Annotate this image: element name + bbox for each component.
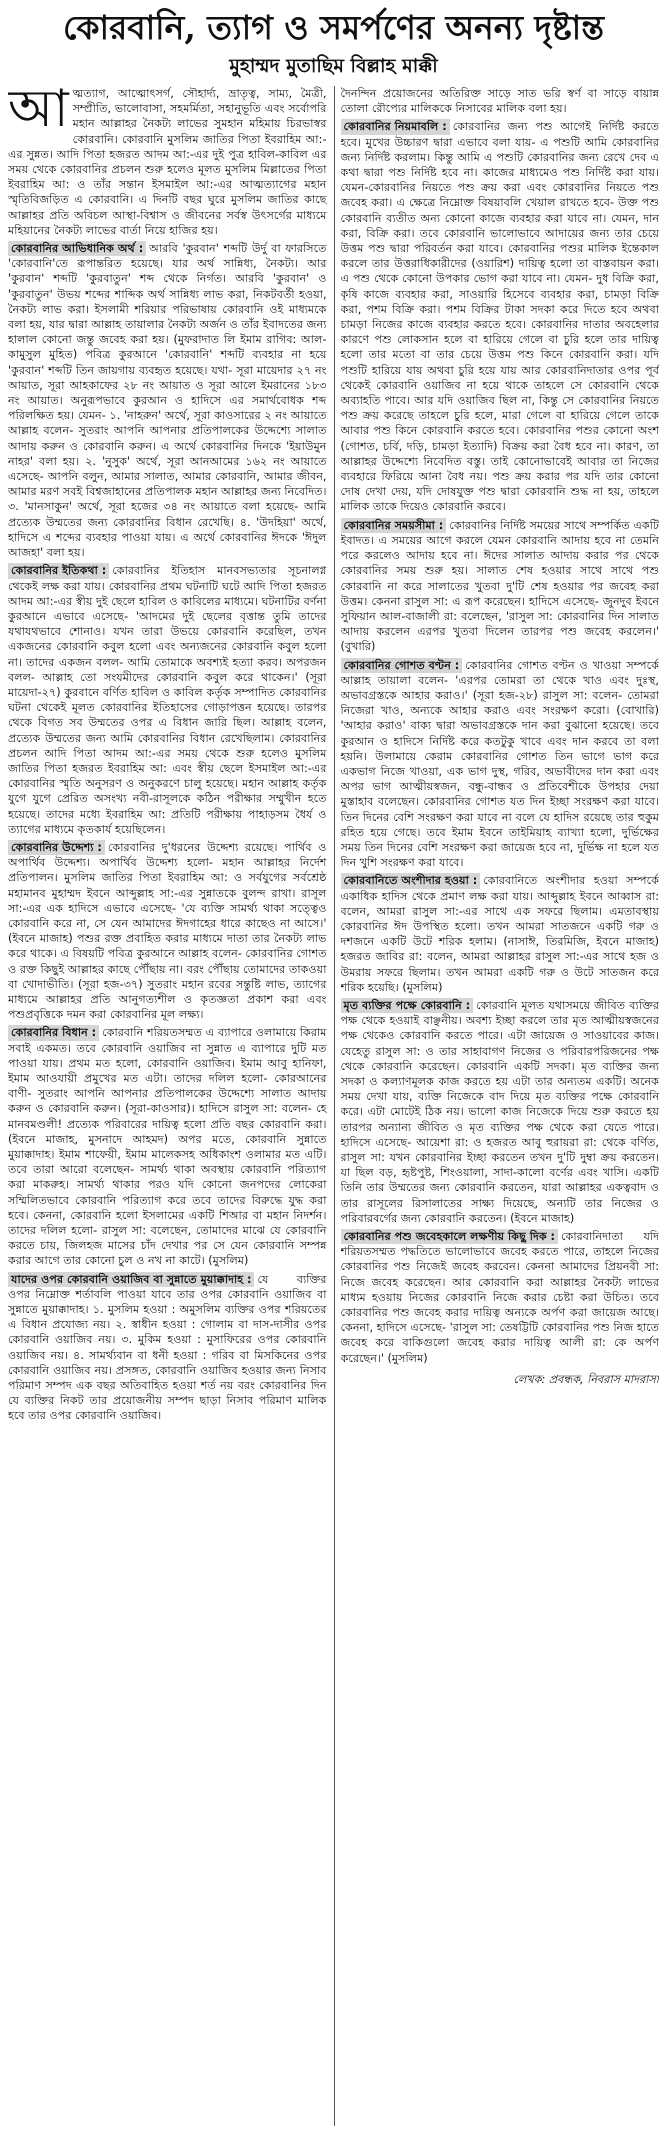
section-heading: কোরবানিতে অংশীদার হওয়া : (341, 873, 481, 888)
article-section (341, 658, 660, 871)
article-section (8, 840, 327, 1022)
drop-cap: আ (8, 86, 69, 139)
article-columns (8, 86, 659, 2126)
article-section (8, 563, 327, 837)
section-heading: কোরবানির সময়সীমা : (341, 518, 447, 533)
section-heading: কোরবানির গোশত বণ্টন : (341, 658, 463, 673)
section-body: কোরবানির নির্দিষ্ট সময়ের সাথে সম্পর্কিত একটি ইবাদত। এ সময়ের আগে করলে যেমন কোরবানি আদায় হবে না তেমনি পরে করলেও আদায় হবে না। ঈদের সালাত আদায় করার পর থেকে কোরবানির সময় শুরু হয়। সালাত শেষ হওয়ার সাথে সাথে পশু কোরবানি না করে সালাতের খুতবা দু'টি শেষ হওয়ার পর জবেহ করা উত্তম। কেননা রাসুল সা: এ রূপ করেছেন। হাদিসে এসেছে- জুনদুব ইবনে সুফিয়ান আল-বাজালী রা: বলেছেন, 'রাসুল সা: কোরবানির দিন সালাত আদায় করলেন এরপর খুতবা দিলেন তারপর পশু জবেহ করলেন।' (বুখারি) (340, 518, 659, 654)
article-section (8, 241, 327, 560)
section-body: দৈনন্দিন প্রয়োজনের অতিরিক্ত সাড়ে সাত ভরি স্বর্ণ বা সাড়ে বায়ান্ন তোলা রৌপ্যের মালিককে নিসাবের মালিক বলা হয়। (340, 87, 659, 116)
article-section (341, 518, 660, 655)
right-column (341, 86, 660, 2126)
section-heading: কোরবানির পশু জবেহকালে লক্ষণীয় কিছু দিক : (341, 1229, 559, 1244)
article-section (341, 86, 660, 116)
intro-paragraph (8, 86, 327, 238)
section-body: কোরবানির দু'ধরনের উদ্দেশ্য রয়েছে। পার্থিব ও অপার্থিব উদ্দেশ্য। অপার্থিব উদ্দেশ্য হলো- মহান আল্লাহর নির্দেশ প্রতিপালন। মুসলিম জাতির পিতা ইবরাহিম আ: ও সর্বযুগের সর্বশ্রেষ্ঠ মহামানব মুহাম্মদ ইবনে আব্দুল্লাহ সা:-এর সুন্নাতকে বুলন্দ রাখা। রাসূল সা:-এর এক হাদিসে এভাবে এসেছে- 'যে ব্যক্তি সামর্থ্য থাকা সত্ত্বেও কোরবানি করে না, সে যেন আমাদের ঈদগাহের ধারে কাছেও না আসে।' (ইবনে মাজাহ) পশুর রক্ত প্রবাহিত করার মাধ্যমে দাতা তার নৈকট্য লাভ করে থাকে। এ বিষয়টি পবিত্র কুরআনে আল্লাহ বলেন- কোরবানির গোশত ও রক্ত কিছুই আল্লাহর কাছে পৌঁছায় না। বরং পৌঁছায় তোমাদের তাকওয়া বা খোদাভীতি। (সূরা হজ-৩৭) সুতরাং মহান রবের সন্তুষ্টি লাভ, ত্যাগের মাধ্যমে আল্লাহর প্রতি আনুগত্যশীল ও কৃতজ্ঞতা প্রকাশ করা এবং পশুপ্রবৃত্তিকে দমন করা কোরবানির মূল লক্ষ্য। (8, 840, 327, 1022)
section-body: আরবি 'কুরবান' শব্দটি উর্দু বা ফারসিতে 'কোরবানি'তে রূপান্তরিত হয়েছে। যার অর্থ সান্নিধ্য, নৈকট্য। আর 'কুরবান' শব্দটি 'কুরবাতুন' শব্দ থেকে নির্গত। আরবি 'কুরবান' ও 'কুরবাতুন' উভয় শব্দের শাব্দিক অর্থ সান্নিধ্য লাভ করা, নিকটবর্তী হওয়া, নৈকট্য লাভ করা। ইসলামী শরিয়ার পরিভাষায় কোরবানি ওই মাধ্যমকে বলা হয়, যার দ্বারা আল্লাহ তায়ালার নৈকট্য অর্জন ও তাঁর ইবাদতের জন্য হালাল কোনো জন্তু জবেহ করা হয়। (মুফরাদাত লি ইমাম রাগিব: আল-কামুসুল মুহিত) পবিত্র কুরআনে 'কোরবানি' শব্দটি ব্যবহার না হয়ে 'কুরবান' শব্দটি তিন জায়গায় ব্যবহৃত হয়েছে। যথা- সূরা মায়েদার ২৭ নং আয়াত, সূরা আহকাফের ২৮ নং আয়াত ও সূরা আলে ইমরানের ১৮৩ নং আয়াত। অনুরূপভাবে কুরআন ও হাদিসে এর সমার্থবোধক শব্দ পরিলক্ষিত হয়। যেমন- ১. 'নাহরুন' অর্থে, সূরা কাওসারের ২ নং আয়াতে আল্লাহ বলেন- সুতরাং আপনি আপনার প্রতিপালকের উদ্দেশ্যে সালাত আদায় করুন ও কোরবানি করুন। এ অর্থে কোরবানির দিনকে 'ইয়াউমুন নাহর' বলা হয়। ২. 'নুসুক' অর্থে, সূরা আনআমের ১৬২ নং আয়াতে এসেছে- আপনি বলুন, আমার সালাত, আমার কোরবানি, আমার জীবন, আমার মরণ সবই বিশ্বজাহানের প্রতিপালক মহান আল্লাহর জন্য নিবেদিত। ৩. 'মানসাকুন' অর্থে, সূরা হজের ৩৪ নং আয়াতে বলা হয়েছে- আমি প্রত্যেক উম্মতের জন্য কোরবানির বিধান রেখেছি। ৪. 'উদহিয়া' অর্থে, হাদিসে এ শব্দের ব্যবহার পাওয়া যায়। এ অর্থে কোরবানির ঈদকে 'ঈদুল আজহা' বলা হয়। (8, 242, 327, 560)
author-byline: লেখক: প্রবন্ধক, নিবরাস মাদরাসা (513, 1372, 659, 1386)
section-body: কোরবানিতে অংশীদার হওয়া সম্পর্কে একাধিক হাদিস থেকে প্রমাণ লক্ষ করা যায়। আব্দুল্লাহ ইবনে আব্বাস রা: বলেন, আমরা রাসুল সা:-এর সাথে এক সফরে ছিলাম। এমতাবস্থায় কোরবানির ঈদ উপস্থিত হলো। তখন আমরা সাতজনে একটি গরু ও দশজনে একটি উটে শরিক হলাম। (নাসাঈ, তিরমিজি, ইবনে মাজাহ) হজরত জাবির রা: বলেন, আমরা আল্লাহর রাসুল সা:-এর সাথে হজ ও উমরায় সফরে ছিলাম। তখন আমরা একটি গরু ও উটে সাতজন করে শরিক হয়েছি। (মুসলিম) (340, 874, 659, 994)
article-section (8, 1025, 327, 1268)
article-section (341, 998, 660, 1226)
section-body: কোরবানির জন্য পশু আগেই নির্দিষ্ট করতে হবে। মুখের উচ্চারণ দ্বারা এভাবে বলা যায়- এ পশুটি আমি কোরবানির জন্য নির্দিষ্ট করলাম। কিন্তু আমি এ পশুটি কোরবানির জন্য রেখে দেব এ কথা দ্বারা পশু নির্দিষ্ট হবে না। কাজের মাধ্যমেও পশু নির্দিষ্ট করা যায়। যেমন-কোরবানির নিয়তে পশু ক্রয় করা এবং কোরবানির নিয়তে পশু জবেহ করা। এ ক্ষেত্রে নিম্নোক্ত বিষয়াবলি খেয়াল রাখতে হবে- উক্ত পশু কোরবানি ব্যতীত অন্য কোনো কাজে ব্যবহার করা যাবে না। যেমন, দান করা, বিক্রি করা। তবে কোরবানি ভালোভাবে আদায়ের জন্য তার চেয়ে উত্তম পশু দ্বারা পরিবর্তন করা যাবে। কোরবানির পশুর মালিক ইন্তেকাল করলে তার উত্তরাধিকারীদের (ওয়ারিশ) দায়িত্ব হলো তা বাস্তবায়ন করা। এ পশু থেকে কোনো উপকার ভোগ করা যাবে না। যেমন- দুধ বিক্রি করা, কৃষি কাজে ব্যবহার করা, সাওয়ারি হিসেবে ব্যবহার করা, চামড়া বিক্রি করা, পশম বিক্রি করা। পশম বিক্রির টাকা সদকা করে দিতে হবে অথবা চামড়া নিজের কাজে ব্যবহার করতে হবে। কোরবানির দাতার অবহেলার কারণে পশু লোকসান হলে বা হারিয়ে গেলে বা চুরি হলে তার দায়িত্ব হলো তার মতো বা তার চেয়ে উত্তম পশু কিনে কোরবানি করা। যদি পশুটি হারিয়ে যায় অথবা চুরি হয়ে যায় আর কোরবানিদাতার ওপর পূর্ব থেকেই কোরবানি ওয়াজিব না হয়ে থাকে তাহলে সে কোরবানি থেকে অব্যাহতি পাবে। আর যদি ওয়াজিব ছিল না, কিন্তু সে কোরবানির নিয়তে পশু ক্রয় করেছে তাহলে চুরি হলে, মারা গেলে বা হারিয়ে গেলে তাকে আবার পশু কিনে কোরবানি করতে হবে। কোরবানির পশুর কোনো অংশ (গোশত, চর্বি, দড়ি, চামড়া ইত্যাদি) বিক্রয় করা বৈধ হবে না। কারণ, তা আল্লাহর উদ্দেশ্যে নিবেদিত বস্তু। তাই কোনোভাবেই আবার তা নিজের ব্যবহারে ফিরিয়ে আনা বৈধ নয়। পশু ক্রয় করার পর যদি তার কোনো দোষ দেখা দেয়, যদি দোষযুক্ত পশু দ্বারা কোরবানি শুদ্ধ না হয়, তাহলে মালিক তাকে দিয়েও কোরবানি করবে। (340, 120, 659, 514)
article-section (8, 1272, 327, 1424)
section-heading: মৃত ব্যক্তির পক্ষে কোরবানি : (341, 998, 474, 1013)
left-column (8, 86, 327, 2126)
article-section (341, 119, 660, 514)
article-title: কোরবানি, ত্যাগ ও সমর্পণের অনন্য দৃষ্টান্ত (63, 8, 604, 47)
section-body: যে ব্যক্তির ওপর নিম্নোক্ত শর্তাবলি পাওয়া যাবে তার ওপর কোরবানি ওয়াজিব বা সুন্নাতে মুয়াক্কাদাহ। ১. মুসলিম হওয়া : অমুসলিম ব্যক্তির ওপর শরিয়তের এ বিধান প্রযোজ্য নয়। ২. স্বাধীন হওয়া : গোলাম বা দাস-দাসীর ওপর কোরবানি ওয়াজিব নয়। ৩. মুকিম হওয়া : মুসাফিরের ওপর কোরবানি ওয়াজিব নয়। ৪. সামর্থ্যবান বা ধনী হওয়া : গরিব বা মিসকিনের ওপর কোরবানি ওয়াজিব নয়। প্রসঙ্গত, কোরবানি ওয়াজিব হওয়ার জন্য নিসাব পরিমাণ সম্পদ এক বছর অতিবাহিত হওয়া শর্ত নয় বরং কোরবানির দিন যে ব্যক্তির নিকট তার প্রয়োজনীয় সম্পদ ছাড়া নিসাব পরিমাণ মালিক হবে তার ওপর কোরবানি ওয়াজিব। (8, 1272, 327, 1423)
section-heading: কোরবানির ইতিকথা : (8, 563, 109, 578)
article-author: মুহাম্মদ মুতাছিম বিল্লাহ মাক্কী (229, 55, 438, 77)
section-body: কোরবানির ইতিহাস মানবসভ্যতার সূচনালগ্ন থেকেই লক্ষ করা যায়। কোরবানির প্রথম ঘটনাটি ঘটে আদি পিতা হজরত আদম আ:-এর স্বীয় দুই ছেলে হাবিল ও কাবিলের মাধ্যমে। ঘটনাটির বর্ণনা কুরআনে এভাবে এসেছে- 'আদমের দুই ছেলের বৃত্তান্ত তুমি তাদের যথাযথভাবে শোনাও। যখন তারা উভয়ে কোরবানি করেছিল, তখন একজনের কোরবানি কবুল হলো এবং অন্যজনের কোরবানি কবুল হলো না। তাদের একজন বলল- আমি তোমাকে অবশ্যই হত্যা করব। অপরজন বলল- আল্লাহ তো সংযমীদের কোরবানি কবুল করে থাকেন।' (সূরা মায়েদা-২৭) কুরবানে বর্ণিত হাবিল ও কাবিল কর্তৃক সম্পাদিত কোরবানির ঘটনা থেকেই মূলত কোরবানির ইতিহাসের গোড়াপত্তন হয়েছে। তারপর থেকে বিগত সব উম্মতের ওপর এ বিধান জারি ছিল। আল্লাহ বলেন, প্রত্যেক উম্মতের জন্য আমি কোরবানির বিধান রেখেছিলাম। কোরবানির প্রচলন আদি পিতা আদম আ:-এর সময় থেকে শুরু হলেও মুসলিম জাতির পিতা হজরত ইবরাহিম আ: এবং স্বীয় ছেলে ইসমাইল আ:-এর কোরবানির স্মৃতি অনুসরণ ও অনুকরণে চালু হয়েছে। মহান আল্লাহ কর্তৃক যুগে যুগে প্রেরিত অসংখ্য নবী-রাসূলকে কঠিন পরীক্ষার সম্মুখীন হতে হয়েছে। তাদের মধ্যে ইবরাহিম আ: প্রতিটি পরীক্ষায় পাহাড়সম ধৈর্য ও ত্যাগের মাধ্যমে কৃতকার্য হয়েছিলেন। (8, 564, 327, 836)
section-body: কোরবানিদাতা যদি শরিয়তসম্মত পদ্ধতিতে ভালোভাবে জবেহ করতে পারে, তাহলে নিজের কোরবানির পশু নিজেই জবেহ করবেন। কেননা আমাদের প্রিয়নবী সা: নিজে জবেহ করেছেন। আর কোরবানি করা আল্লাহর নৈকট্য লাভের মাধ্যম হওয়ায় নিজের কোরবানি নিজে করার চেষ্টা করা উচিত। তবে কোরবানির পশু জবেহ করার দায়িত্ব অন্যকে অর্পণ করা জায়েজ আছে। কেননা, হাদিসে এসেছে- 'রাসুল সা: তেষট্টিটি কোরবানির পশু নিজ হাতে জবেহ করে বাকিগুলো জবেহ করার দায়িত্ব আলী রা: কে অর্পণ করেছেন।' (মুসলিম) (340, 1230, 659, 1365)
section-heading: কোরবানির বিধান : (8, 1025, 99, 1040)
intro-text: ত্মত্যাগ, আত্মোৎসর্গ, সৌহার্দ্য, ভ্রাতৃত্ব, সাম্য, মৈত্রী, সম্প্রীতি, ভালোবাসা, সহমর্মিতা, সহানুভূতি এবং সর্বোপরি মহান আল্লাহর নৈকট্য লাভের সুমহান মহিমায় চিরভাস্বর কোরবানি। কোরবানি মুসলিম জাতির পিতা ইবরাহিম আ:-এর সুন্নত। আদি পিতা হজরত আদম আ:-এর দুই পুত্র হাবিল-কাবিল এর সময় থেকে কোরবানির প্রচলন শুরু হলেও মূলত মুসলিম মিল্লাতের পিতা ইবরাহিম আ: ও তাঁর সন্তান ইসমাইল আ:-এর আত্মত্যাগের মহান স্মৃতিবিজড়িত এ কোরবানি। এ দিনটি বছর ঘুরে মুসলিম জাতির কাছে আল্লাহর প্রতি অবিচল আস্থা-বিশ্বাস ও জীবনের সর্বস্ব উৎসর্গের মাধ্যমে মহিয়ানের নৈকট্য লাভের বার্তা নিয়ে হাজির হয়। (8, 87, 327, 237)
section-heading: কোরবানির উদ্দেশ্য : (8, 840, 105, 855)
section-heading: কোরবানির নিয়মাবলি : (341, 119, 450, 134)
article-section (341, 873, 660, 995)
section-body: কোরবানির গোশত বণ্টন ও খাওয়া সম্পর্কে আল্লাহ তায়ালা বলেন- 'এরপর তোমরা তা থেকে খাও এবং দুঃস্থ, অভাবগ্রস্তকে আহার করাও।' (সূরা হজ-২৮) রাসুল সা: বলেন- তোমরা নিজেরা খাও, অন্যকে আহার করাও এবং সংরক্ষণ করো। (বোখারি) 'আহার করাও' বাক্য দ্বারা অভাবগ্রস্তকে দান করা বুঝানো হয়েছে। তবে কুরআন ও হাদিসে নির্দিষ্ট করে কতটুকু খাবে এবং দান করবে তা বলা হয়নি। উলামায়ে কেরাম কোরবানির গোশত তিন ভাগে ভাগ করে একভাগ নিজে খাওয়া, এক ভাগ দুস্থ, গরিব, অভাবীদের দান করা এবং অপর ভাগ আত্মীয়স্বজন, বন্ধু-বান্ধব ও প্রতিবেশীকে উপহার দেয়া মুস্তাহাব বলেছেন। কোরবানির গোশত যত দিন ইচ্ছা সংরক্ষণ করা যাবে। তিন দিনের বেশি সংরক্ষণ করা যাবে না বলে যে হাদিস রয়েছে তার হুকুম রহিত হয়ে গেছে। তবে ইমাম ইবনে তাইমিয়াহ ব্যাখ্যা হলো, দুর্ভিক্ষের সময় তিন দিনের বেশি সংরক্ষণ করা জায়েজ হবে না, দুর্ভিক্ষ না হলে যত দিন খুশি সংরক্ষণ করা যাবে। (340, 658, 659, 870)
section-heading: যাদের ওপর কোরবানি ওয়াজিব বা সুন্নাতে মুয়াক্কাদাহ : (8, 1272, 254, 1287)
section-heading: কোরবানির আভিধানিক অর্থ : (8, 241, 146, 256)
article-section (341, 1229, 660, 1366)
section-body: কোরবানি মূলত যথাসময়ে জীবিত ব্যক্তির পক্ষ থেকে হওয়াই বাঞ্ছনীয়। অবশ্য ইচ্ছা করলে তার মৃত আত্মীয়স্বজনের পক্ষ থেকেও কোরবানি করতে পারে। এটা জায়েজ ও সাওয়াবের কাজ। যেহেতু রাসুল সা: ও তার সাহাবাগণ নিজের ও পরিবারপরিজনের পক্ষ থেকে কোরবানি করেছেন। কোরবানি একটি সদকা। মৃত ব্যক্তির জন্য সদকা ও কল্যাণমূলক কাজ করতে হয় এটা তার অন্যতম একটি। অনেক সময় দেখা যায়, ব্যক্তি নিজেকে বাদ দিয়ে মৃত ব্যক্তির পক্ষে কোরবানি করে। এটা মোটেই ঠিক নয়। ভালো কাজ নিজেকে দিয়ে শুরু করতে হয় তারপর অন্যান্য জীবিত ও মৃত ব্যক্তির পক্ষ থেকে করা যেতে পারে। হাদিসে এসেছে- আয়েশা রা: ও হজরত আবু হুরায়রা রা: থেকে বর্ণিত, রাসুল সা: যখন কোরবানির ইচ্ছা করতেন তখন দু'টি দুম্বা ক্রয় করতেন। যা ছিল বড়, হৃষ্টপুষ্ট, শিংওয়ালা, সাদা-কালো বর্ণের এবং খাসি। একটি তিনি তার উম্মতের জন্য কোরবানি করতেন, যারা আল্লাহর একত্ববাদ ও তার রাসূলের রিসালাতের সাক্ষ্য দিয়েছে, অন্যটি তার নিজের ও পরিবারবর্গের জন্য কোরবানি করতেন। (ইবনে মাজাহ) (340, 998, 659, 1225)
section-body: কোরবানি শরিয়তসম্মত এ ব্যাপারে ওলামায়ে কিরাম সবাই একমত। তবে কোরবানি ওয়াজিব না সুন্নাত এ ব্যাপারে দুটি মত পাওয়া যায়। প্রথম মত হলো, কোরবানি ওয়াজিব। ইমাম আবু হানিফা, ইমাম আওযায়ী প্রমুখের মত এটা। তাদের দলিল হলো- কোরআনের বাণী- সুতরাং আপনি আপনার প্রতিপালকের উদ্দেশ্যে সালাত আদায় করুন ও কোরবানি করুন। (সূরা-কাওসার)। হাদিসে রাসুল সা: বলেন- হে মানবমণ্ডলী! প্রত্যেক পরিবারের দায়িত্ব হলো প্রতি বছর কোরবানি করা। (ইবনে মাজাহ, মুসনাদে আহমদ) অপর মতে, কোরবানি সুন্নাতে মুয়াক্কাদাহ। ইমাম শাফেয়ী, ইমাম মালেকসহ অধিকাংশ ওলামার মত এটি। তবে তারা আরো বলেছেন- সামর্থ্য থাকা অবস্থায় কোরবানি পরিত্যাগ করা মাকরুহ। সামর্থ্য থাকার পরও যদি কোনো জনপদের লোকেরা সম্মিলিতভাবে কোরবানি পরিত্যাগ করে তবে তাদের বিরুদ্ধে যুদ্ধ করা হবে। কেননা, কোরবানি হলো ইসলামের একটি শিআর বা মহান নিদর্শন। তাদের দলিল হলো- রাসুল সা: বলেছেন, তোমাদের মাঝে যে কোরবানি করতে চায়, জিলহজ মাসের চাঁদ দেখার পর সে যেন কোরবানি সম্পন্ন করার আগে তার কোনো চুল ও নখ না কাটে। (মুসলিম) (8, 1026, 327, 1268)
